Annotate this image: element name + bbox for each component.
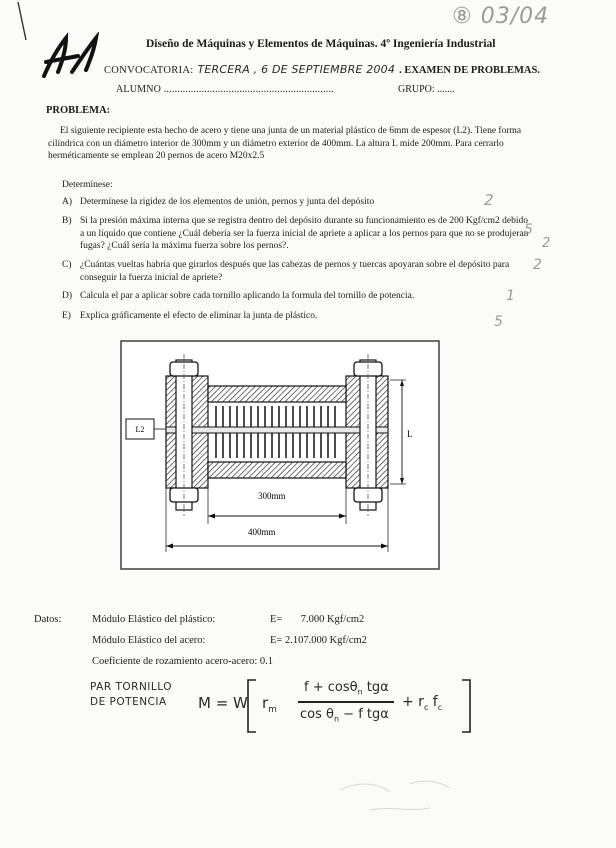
margin-mark-a: 2 [484, 191, 494, 209]
formula-left-bracket [244, 678, 258, 734]
question-a: A) Determínese la rigidez de los elementos de unión, pernos y junta del depósito [62, 197, 375, 207]
question-c: C) ¿Cuántas vueltas habría que girarlos después que las cabezas de pernos y tuercas apoyaran sobre el depósito para conseguir la fuerza inicial de apriete? [62, 260, 510, 283]
margin-mark-b2: 2 [542, 236, 551, 251]
margin-mark-d: 1 [506, 288, 515, 304]
vessel-cross-section-figure [120, 340, 440, 570]
margin-mark-e: 5 [494, 314, 503, 330]
convocatoria-line [104, 60, 540, 78]
figure-label-l2: L2 [135, 425, 145, 434]
formula-right-bracket [460, 678, 474, 734]
figure-dim-outer: 400mm [248, 527, 276, 537]
question-b: B) Si la presión máxima interna que se registra dentro del depósito durante su funcionamiento es de 200 Kgf/cm2 debido a un líquido que contiene ¿Cuál debería ser la fuerza inicial de apriete a aplicar a los pernos para que no se produjeran fugas? ¿Cuál sería la máxima fuerza sobre los pernos?. [62, 216, 529, 251]
faint-pencil-marks [330, 770, 480, 830]
course-title: Diseño de Máquinas y Elementos de Máquinas. 4º Ingeniería Industrial [146, 38, 496, 50]
margin-mark-c: 2 [533, 257, 542, 273]
formula-tail: + $r_c$ $f_c$ [402, 694, 443, 712]
margin-mark-b: 5 [524, 222, 533, 238]
data-label: Datos: [34, 614, 62, 625]
figure-dim-inner: 300mm [258, 491, 286, 501]
data-row-steel: Módulo Elástico del acero: E= 2.107.000 Kgf/cm2 [92, 635, 367, 646]
corner-pen-mark [12, 0, 32, 44]
question-d: D) Calcula el par a aplicar sobre cada tornillo aplicando la formula del tornillo de potencia. [62, 291, 415, 301]
data-row-friction: Coeficiente de rozamiento acero-acero: 0.1 [92, 656, 274, 667]
exam-title: . EXAMEN DE PROBLEMAS. [399, 65, 540, 76]
figure-label-l: L [407, 429, 413, 439]
formula-denominator: $\cos \theta_n - f$ tgα [300, 707, 389, 724]
determine-label: Determínese: [62, 180, 113, 190]
formula-label: PAR TORNILLO DE POTENCIA [90, 681, 172, 708]
convocatoria-handwritten: TERCERA , 6 DE SEPTIEMBRE 2004 [197, 63, 396, 76]
grupo-line: GRUPO: ....... [398, 84, 455, 95]
top-note: ⑧ 03/04 [452, 4, 550, 29]
formula-rm: $r_m$ [262, 694, 277, 715]
question-e: E) Explica gráficamente el efecto de eliminar la junta de plástico. [62, 311, 318, 321]
problem-statement: El siguiente recipiente esta hecho de acero y tiene una junta de un material plástico de 6mm de espesor (L2). Tiene forma cilíndrica con un diámetro interior de 300mm y un diámetro exterior de 400mm. La altura L mide 200mm. Para cerrarlo herméticamente se emplean 20 pernos de acero M20x2.5 [48, 126, 522, 161]
problem-heading: PROBLEMA: [46, 105, 111, 116]
formula-lhs: M = W [198, 694, 248, 712]
data-table [92, 609, 367, 672]
formula-fraction-bar [298, 701, 394, 703]
convocatoria-label: CONVOCATORIA: [104, 65, 194, 76]
data-row-plastic: Módulo Elástico del plástico: E= 7.000 Kgf/cm2 [92, 614, 365, 625]
formula-numerator: f + cosθ$_n$ tgα [304, 680, 389, 697]
alumno-line: ALUMNO ............................................................... [116, 84, 334, 95]
handwritten-logo [38, 32, 110, 82]
